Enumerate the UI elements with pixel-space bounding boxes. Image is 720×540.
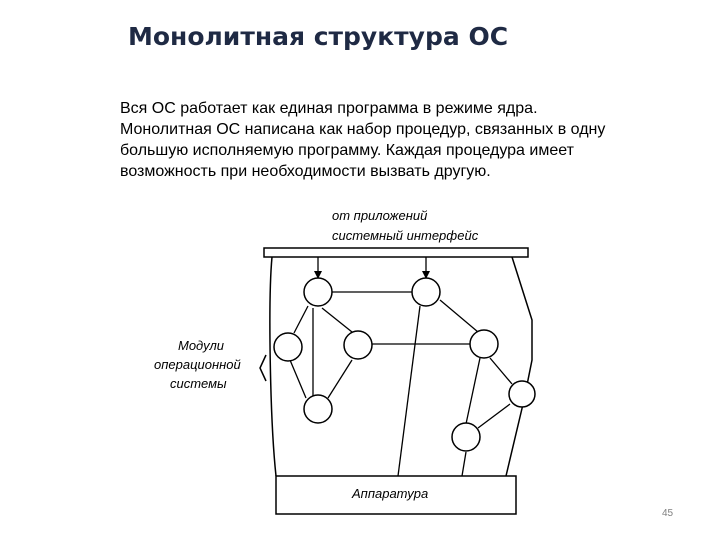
modules-label-line3: системы	[170, 376, 227, 391]
modules-label-line1: Модули	[178, 338, 225, 353]
module-node	[412, 278, 440, 306]
module-connections	[290, 292, 512, 476]
modules-brace	[260, 355, 266, 381]
body-line: Монолитная ОС написана как набор процедур, связанных в одну	[120, 121, 606, 138]
system-interface-bar	[264, 248, 528, 257]
hardware-label: Аппаратура	[352, 486, 429, 501]
module-node	[304, 278, 332, 306]
body-line: Вся ОС работает как единая программа в режиме ядра.	[120, 100, 538, 117]
modules-label-line2: операционной	[154, 357, 241, 372]
module-boundary-right	[506, 257, 532, 476]
module-node	[470, 330, 498, 358]
top-label-from-apps: от приложений	[332, 208, 428, 223]
slide-title: Монолитная структура ОС	[128, 22, 509, 51]
module-node	[344, 331, 372, 359]
page-number: 45	[662, 508, 674, 519]
module-node	[304, 395, 332, 423]
module-node	[452, 423, 480, 451]
module-node	[274, 333, 302, 361]
body-line: возможность при необходимости вызвать другую.	[120, 163, 491, 180]
body-line: большую исполняемую программу. Каждая процедура имеет	[120, 142, 574, 159]
module-boundary-left	[270, 257, 276, 476]
module-node	[509, 381, 535, 407]
top-label-system-interface: системный интерфейс	[332, 228, 479, 243]
